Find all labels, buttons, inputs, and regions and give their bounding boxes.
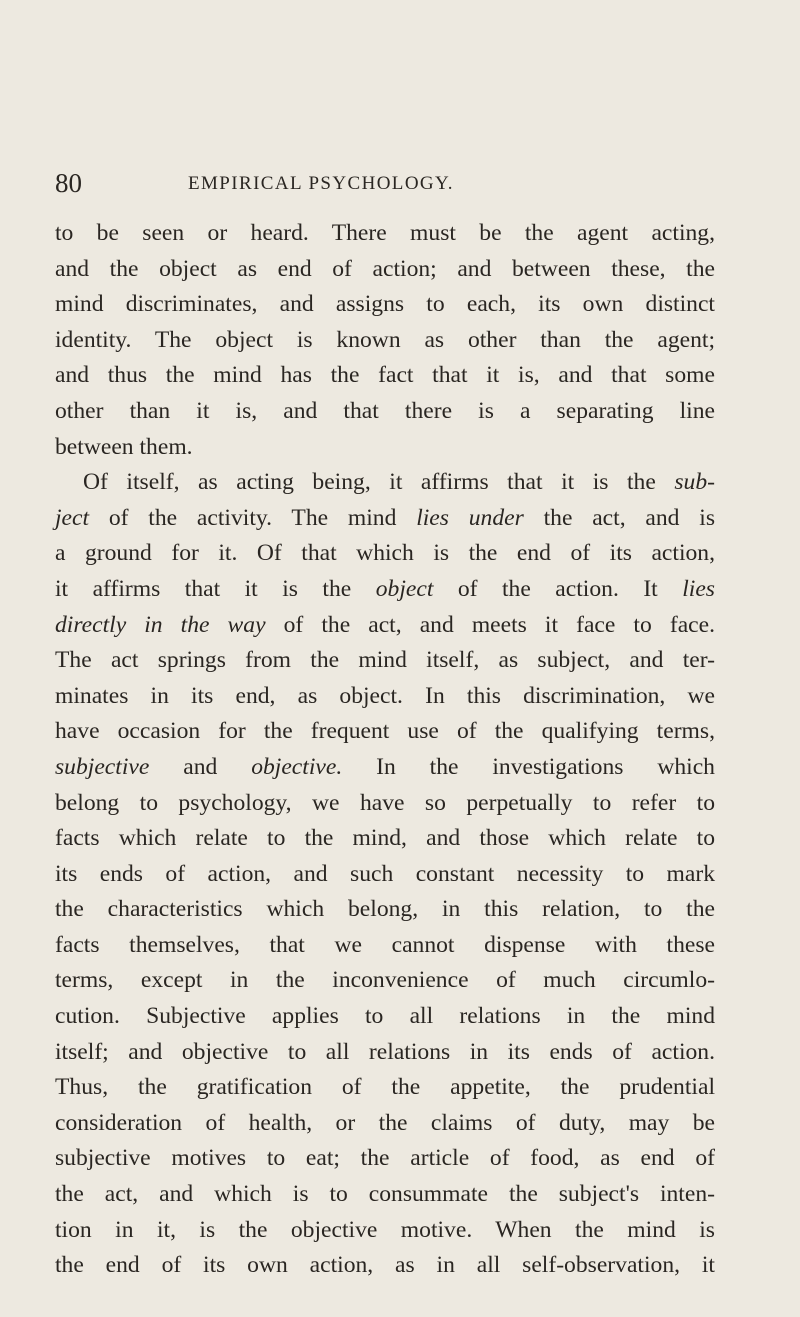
text-line: Of itself, as acting being, it affirms that it is the sub- [83,469,715,496]
text-line: mind discriminates, and assigns to each, its own distinct [55,291,715,318]
text-line: subjective motives to eat; the article of food, as end of [55,1145,715,1172]
text-line: and thus the mind has the fact that it is, and that some [55,362,715,389]
text-line: the characteristics which belong, in this relation, to the [55,896,715,923]
italic-term: subjective [55,753,150,780]
italic-term: lies [682,575,715,602]
text-line: Thus, the gratification of the appetite, the prudential [55,1074,715,1101]
text-line: terms, except in the inconvenience of much circumlo- [55,967,715,994]
italic-term: ject [55,504,90,531]
text-line: facts which relate to the mind, and those which relate to [55,825,715,852]
page-header [55,168,715,198]
text-line: minates in its end, as object. In this discrimination, we [55,682,715,709]
text-line: subjective and objective. In the investigations which [55,753,715,780]
text-line: it affirms that it is the object of the action. It lies [55,575,715,602]
text-line: and the object as end of action; and between these, the [55,255,715,282]
text-line: tion in it, is the objective motive. When the mind is [55,1216,715,1243]
text-line: other than it is, and that there is a separating line [55,397,715,424]
italic-term: objective. [251,753,343,780]
italic-term: object [375,575,434,602]
running-head: EMPIRICAL PSYCHOLOGY. [188,173,454,194]
text-line: belong to psychology, we have so perpetually to refer to [55,789,715,816]
text-line: the act, and which is to consummate the subject's inten- [55,1181,715,1208]
text-line: facts themselves, that we cannot dispense with these [55,931,715,958]
italic-term: lies under [416,504,524,531]
text-line: have occasion for the frequent use of the qualifying terms, [55,718,715,745]
text-line: consideration of health, or the claims of duty, may be [55,1109,715,1136]
text-line: The act springs from the mind itself, as subject, and ter- [55,647,715,674]
text-line: itself; and objective to all relations in its ends of action. [55,1038,715,1065]
text-line: between them. [55,433,193,460]
text-line: its ends of action, and such constant necessity to mark [55,860,715,887]
text-line: ject of the activity. The mind lies under the act, and is [55,504,715,531]
page-number: 80 [55,168,82,198]
text-line: identity. The object is known as other than the agent; [55,326,715,353]
italic-term: directly in the way [55,611,266,638]
text-line: to be seen or heard. There must be the agent acting, [55,220,715,246]
body-text [55,216,715,1284]
text-line: directly in the way of the act, and meets it face to face. [55,611,716,638]
text-line: a ground for it. Of that which is the end of its action, [55,540,715,567]
italic-term: sub- [674,469,715,496]
text-line: cution. Subjective applies to all relations in the mind [55,1003,715,1030]
text-line: the end of its own action, as in all self-observation, it [55,1252,715,1279]
